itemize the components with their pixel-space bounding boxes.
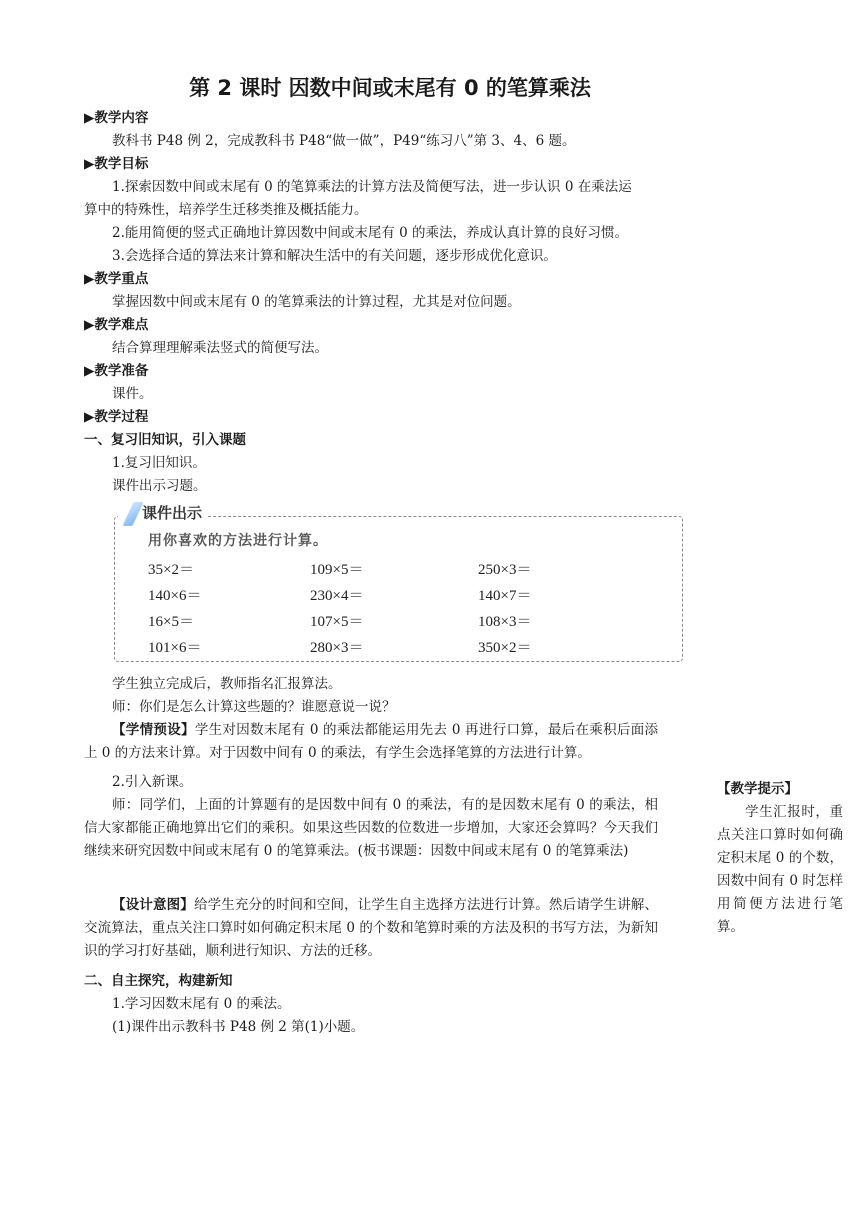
part2-heading: 二、自主探究，构建新知 [84, 973, 233, 989]
key-text: 掌握因数中间或末尾有 0 的笔算乘法的计算过程，尤其是对位问题。 [112, 294, 521, 310]
exercise-cell: 350×2＝ [478, 640, 532, 656]
after-text-1: 学生独立完成后，教师指名汇报算法。 [112, 676, 342, 692]
heading-difficulty: ▶教学难点 [84, 317, 149, 333]
preset-paragraph [84, 719, 658, 765]
exercise-cell: 140×6＝ [148, 588, 202, 604]
goal-2: 2.能用简便的竖式正确地计算因数中间或末尾有 0 的乘法，养成认真计算的良好习惯。 [112, 225, 629, 241]
exercise-box-tab-label: 课件出示 [142, 504, 203, 522]
part1-item1: 1.复习旧知识。 [112, 455, 206, 471]
design-tag: 【设计意图】 [112, 897, 194, 913]
content-text: 教科书 P48 例 2，完成教科书 P48“做一做”，P49“练习八”第 3、4、6 题。 [112, 133, 576, 149]
difficulty-text: 结合算理理解乘法竖式的简便写法。 [112, 340, 328, 356]
page-title: 第 2 课时 因数中间或末尾有 0 的笔算乘法 [189, 76, 591, 100]
exercise-cell: 250×3＝ [478, 562, 532, 578]
heading-process: ▶教学过程 [84, 409, 149, 425]
exercise-cell: 16×5＝ [148, 614, 194, 630]
part1-item2: 课件出示习题。 [112, 478, 207, 494]
exercise-box-tab [118, 500, 208, 526]
goal-1a: 1.探索因数中间或末尾有 0 的笔算乘法的计算方法及简便写法，进一步认识 0 在乘法运 [112, 179, 632, 195]
pen-icon [122, 502, 143, 526]
heading-goals: ▶教学目标 [84, 156, 149, 172]
teaching-tip-text: 学生汇报时，重点关注口算时如何确定积末尾 0 的个数，因数中间有 0 时怎样用简便方法进行笔算。 [717, 804, 843, 935]
heading-key: ▶教学重点 [84, 271, 149, 287]
preset-text: 学生对因数末尾有 0 的乘法都能运用先去 0 再进行口算，最后在乘积后面添上 0 的方法来计算。对于因数中间有 0 的乘法，有学生会选择笔算的方法进行计算。 [84, 722, 659, 761]
intro-new-lesson: 2.引入新课。 [112, 774, 193, 790]
goal-3: 3.会选择合适的算法来计算和解决生活中的有关问题，逐步形成优化意识。 [112, 248, 557, 264]
design-paragraph [84, 894, 658, 963]
part1-heading: 一、复习旧知识，引入课题 [84, 432, 246, 448]
exercise-cell: 280×3＝ [310, 640, 364, 656]
after-text-2: 师：你们是怎么计算这些题的？谁愿意说一说？ [112, 699, 396, 715]
teaching-tip-sidebar [717, 778, 843, 939]
teacher-paragraph: 师：同学们，上面的计算题有的是因数中间有 0 的乘法，有的是因数末尾有 0 的乘法，相信大家都能正确地算出它们的乘积。如果这些因数的位数进一步增加，大家还会算吗？今天我们继续来研究因数中间或末尾有 0 的笔算乘法。(板书课题：因数中间或末尾有 0 的笔算乘法) [84, 797, 658, 859]
heading-content: ▶教学内容 [84, 110, 149, 126]
exercise-cell: 230×4＝ [310, 588, 364, 604]
exercise-cell: 107×5＝ [310, 614, 364, 630]
goal-1b: 算中的特殊性，培养学生迁移类推及概括能力。 [84, 202, 368, 218]
part2-item2: (1)课件出示教科书 P48 例 2 第(1)小题。 [112, 1019, 365, 1035]
part2-item1: 1.学习因数末尾有 0 的乘法。 [112, 996, 291, 1012]
exercise-cell: 140×7＝ [478, 588, 532, 604]
exercise-cell: 109×5＝ [310, 562, 364, 578]
heading-prep: ▶教学准备 [84, 363, 149, 379]
preset-tag: 【学情预设】 [112, 722, 195, 738]
design-text: 给学生充分的时间和空间，让学生自主选择方法进行计算。然后请学生讲解、交流算法，重点关注口算时如何确定积末尾 0 的个数和笔算时乘的方法及积的书写方法，为新知识的学习打好基础，顺利进行知识、方法的迁移。 [84, 897, 659, 959]
exercise-cell: 108×3＝ [478, 614, 532, 630]
prep-text: 课件。 [112, 386, 153, 402]
exercise-instruction: 用你喜欢的方法进行计算。 [148, 533, 328, 549]
exercise-cell: 101×6＝ [148, 640, 202, 656]
teaching-tip-heading: 【教学提示】 [717, 781, 798, 797]
exercise-cell: 35×2＝ [148, 562, 194, 578]
